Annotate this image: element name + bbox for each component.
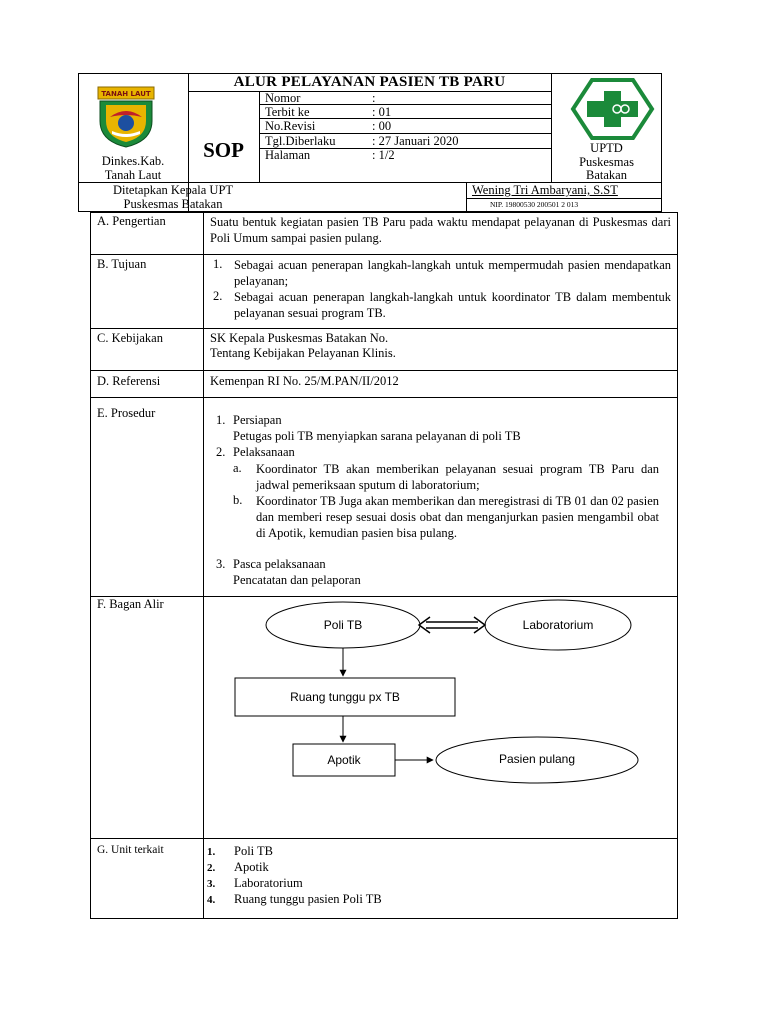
flowchart [204,597,677,837]
row-line [90,254,678,255]
prosedur-step3-num: 3. [216,557,226,571]
flow-apotik-label: Apotik [327,753,361,767]
meta-label-revisi: No.Revisi [265,119,316,133]
flow-laboratorium-label: Laboratorium [522,618,594,632]
section-c-line2: Tentang Kebijakan Pelayanan Klinis. [210,346,396,360]
page-title: ALUR PELAYANAN PASIEN TB PARU [233,74,506,90]
prosedur-step2a-text: Koordinator TB akan memberikan pelayanan sesuai program TB Paru dan jadwal pemeriksaan sputum di laboratorium; [256,462,659,492]
sop-label: SOP [203,138,244,162]
unit-item4-num: 4. [207,894,216,906]
prosedur-step3-text: Pencatatan dan pelaporan [233,573,361,587]
ditetapkan-line1: Ditetapkan Kepala UPT [112,183,234,197]
unit-item3-text: Laboratorium [234,876,303,890]
right-org-line3: Batakan [586,168,627,182]
prosedur-step1-title: Persiapan [233,413,282,427]
section-e-label: E. Prosedur [97,406,156,420]
meta-value-terbit: : 01 [372,105,392,119]
unit-item2-text: Apotik [234,860,269,874]
section-c-label: C. Kebijakan [97,331,163,345]
section-a-text: Suatu bentuk kegiatan pasien TB Paru pada waktu mendapat pelayanan di Puskesmas dari Poli Umum sampai pasien pulang. [210,215,671,245]
section-b-item1-text: Sebagai acuan penerapan langkah-langkah untuk mempermudah pasien mendapatkan pelayanan; [234,258,671,288]
meta-value-halaman: : 1/2 [372,148,395,162]
meta-label-terbit: Terbit ke [265,105,310,119]
row-line [90,397,678,398]
left-org-line2: Tanah Laut [104,168,162,182]
meta-label-halaman: Halaman [265,148,311,162]
section-b-item1-num: 1. [213,257,223,271]
right-org-line1: UPTD [590,141,623,155]
row-line [90,370,678,371]
double-arrow-icon [419,617,485,633]
section-c-line1: SK Kepala Puskesmas Batakan No. [210,331,389,345]
row-line [90,838,678,839]
meta-value-nomor: : [372,91,376,105]
ditetapkan-line2: Puskesmas Batakan [123,197,223,211]
section-d-text: Kemenpan RI No. 25/M.PAN/II/2012 [210,374,399,388]
prosedur-step2a-num: a. [233,461,242,475]
section-b-item2-text: Sebagai acuan penerapan langkah-langkah untuk koordinator TB dalam membentuk pelayanan sesuai program TB. [234,290,671,320]
title-underline [188,91,551,92]
unit-item1-num: 1. [207,846,216,858]
signer-line [466,198,662,199]
meta-value-tgl: : 27 Januari 2020 [372,134,459,148]
section-b-label: B. Tujuan [97,257,147,271]
puskesmas-logo-icon [570,77,655,141]
section-f-label: F. Bagan Alir [97,597,164,611]
header-divider [466,182,467,212]
section-a-label: A. Pengertian [97,214,166,228]
flow-poli-tb-label: Poli TB [323,618,363,632]
section-d-label: D. Referensi [97,374,161,388]
unit-item4-text: Ruang tunggu pasien Poli TB [234,892,382,906]
svg-text:TANAH LAUT: TANAH LAUT [101,90,151,98]
meta-label-nomor: Nomor [265,91,301,105]
left-org-line1: Dinkes.Kab. [101,154,165,168]
signer-name: Wening Tri Ambaryani, S.ST [472,183,618,197]
flow-pasien-pulang-label: Pasien pulang [498,752,576,766]
meta-label-tgl: Tgl.Diberlaku [265,134,336,148]
prosedur-step1-text: Petugas poli TB menyiapkan sarana pelayanan di poli TB [233,429,521,443]
section-b-item2-num: 2. [213,289,223,303]
tanah-laut-crest-icon [96,85,156,149]
prosedur-step2-num: 2. [216,445,226,459]
unit-item3-num: 3. [207,878,216,890]
prosedur-step2b-num: b. [233,493,243,507]
prosedur-step2b-text: Koordinator TB Juga akan memberikan dan meregistrasi di TB 01 dan 02 pasien dan memberi resep sesuai dosis obat dan menganjurkan pasien mengambil obat di Apotik, kemudian pasien bisa pulang. [256,494,659,540]
flow-ruang-tunggu-label: Ruang tunggu px TB [290,690,400,704]
prosedur-step2-title: Pelaksanaan [233,445,295,459]
section-g-label: G. Unit terkait [97,844,164,856]
prosedur-step1-num: 1. [216,413,226,427]
right-org-line2: Puskesmas [579,155,634,169]
unit-item2-num: 2. [207,862,216,874]
unit-item1-text: Poli TB [234,844,274,858]
signer-nip: NIP. 19800530 200501 2 013 [490,200,579,209]
row-line [90,328,678,329]
prosedur-step3-title: Pasca pelaksanaan [233,557,326,571]
meta-value-revisi: : 00 [372,119,392,133]
